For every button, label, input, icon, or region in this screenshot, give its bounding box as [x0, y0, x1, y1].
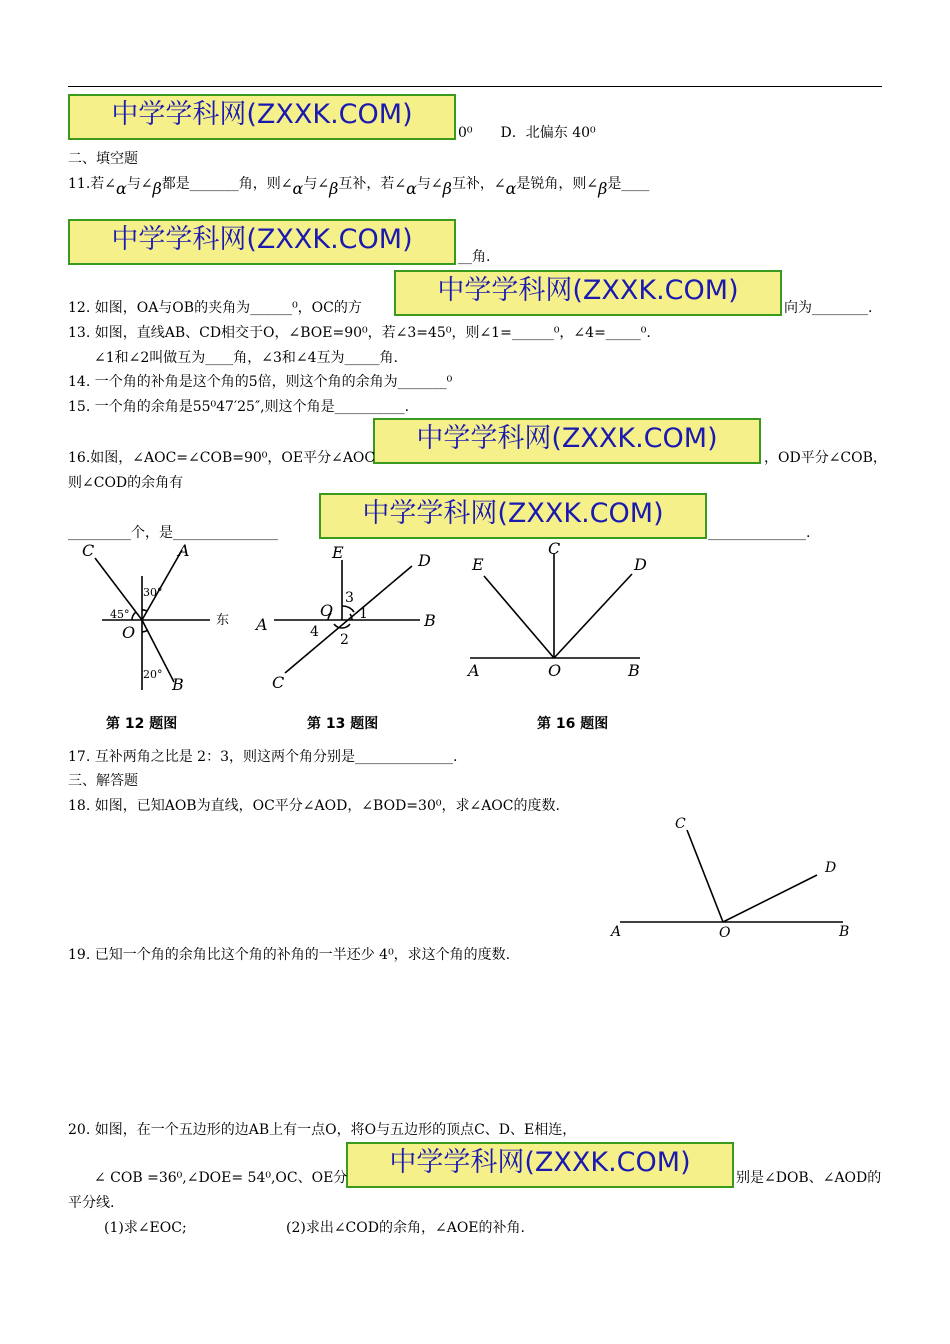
q16-right: ，OD平分∠COB， [764, 450, 887, 466]
q20-sub2: (2)求出∠COD的余角，∠AOE的补角. [286, 1220, 525, 1236]
label-O: O [719, 925, 731, 941]
q20-line1: 20. 如图，在一个五边形的边AB上有一点O，将O与五边形的顶点C、D、E相连， [68, 1122, 577, 1138]
label-O: O [548, 661, 562, 680]
q16-line3a: _________个，是_______________ [68, 525, 278, 541]
alpha-symbol: α [406, 179, 417, 198]
q20-sub1: (1)求∠EOC; [104, 1220, 187, 1236]
figure-12 [70, 540, 250, 700]
watermark-banner: 中学学科网(ZXXK.COM) [346, 1142, 734, 1188]
beta-symbol: β [152, 179, 162, 198]
label-B: B [424, 611, 436, 630]
beta-symbol: β [442, 179, 452, 198]
figure-16 [462, 538, 662, 688]
beta-symbol: β [598, 179, 608, 198]
q20-line2-left: ∠ COB =36⁰,∠DOE= 54⁰,OC、OE分 [94, 1170, 348, 1186]
label-O: O [122, 623, 136, 642]
top-rule [68, 86, 882, 87]
watermark-banner: 中学学科网(ZXXK.COM) [373, 418, 761, 464]
q11-text: 互补，∠ [451, 176, 506, 192]
figure-18 [605, 812, 860, 942]
q16-line3b: ______________. [708, 525, 811, 541]
q13-line1: 13. 如图，直线AB、CD相交于O，∠BOE=90⁰，若∠3=45⁰，则∠1=______⁰，∠4=_____⁰. [68, 325, 651, 341]
section2-title: 二、填空题 [68, 151, 138, 167]
alpha-symbol: α [505, 179, 517, 198]
watermark-banner: 中学学科网(ZXXK.COM) [319, 493, 707, 539]
q15: 15. 一个角的余角是55⁰47′25″,则这个角是__________. [68, 399, 410, 415]
watermark-banner: 中学学科网(ZXXK.COM) [68, 219, 456, 265]
section3-title: 三、解答题 [68, 773, 138, 789]
label-east: 东 [216, 613, 230, 628]
q11-line2: __角. [458, 249, 491, 265]
label-C: C [548, 539, 561, 558]
angle-30: 30° [143, 586, 163, 599]
label-E: E [472, 555, 484, 574]
angle-45: 45° [110, 608, 130, 621]
label-A: A [256, 615, 268, 634]
q20-line3: 平分线. [68, 1195, 115, 1211]
q12-left: 12. 如图，OA与OB的夹角为______⁰，OC的方 [68, 300, 362, 316]
q14: 14. 一个角的补角是这个角的5倍，则这个角的余角为_______⁰ [68, 374, 453, 390]
q18: 18. 如图，已知AOB为直线，OC平分∠AOD，∠BOD=30⁰，求∠AOC的度数. [68, 798, 560, 814]
q19: 19. 已知一个角的余角比这个角的补角的一半还少 4⁰，求这个角的度数. [68, 947, 511, 963]
q10-tail: 0⁰ D．北偏东 40⁰ [458, 125, 596, 141]
q11-text: 是锐角，则∠ [516, 176, 599, 192]
angle-3: 3 [345, 590, 354, 606]
angle-4: 4 [310, 624, 319, 640]
label-A: A [178, 541, 190, 560]
label-A: A [611, 924, 622, 940]
caption-fig13: 第 13 题图 [307, 716, 379, 732]
q11-line1 [68, 174, 650, 198]
q20-line2-right: 别是∠DOB、∠AOD的 [736, 1170, 882, 1186]
alpha-symbol: α [116, 179, 127, 198]
label-C: C [272, 673, 285, 692]
label-O: O [320, 601, 334, 620]
label-B: B [172, 675, 184, 694]
caption-fig16: 第 16 题图 [537, 716, 609, 732]
angle-1: 1 [359, 606, 368, 622]
q13-line2: ∠1和∠2叫做互为____角，∠3和∠4互为_____角. [94, 350, 399, 366]
beta-symbol: β [329, 179, 339, 198]
q11-text: 是____ [607, 176, 650, 192]
angle-20: 20° [143, 668, 163, 681]
angle-2: 2 [340, 632, 349, 648]
alpha-symbol: α [292, 179, 304, 198]
q12-right: 向为________. [784, 300, 873, 316]
watermark-banner: 中学学科网(ZXXK.COM) [68, 94, 456, 140]
q11-text: 与∠ [416, 176, 443, 192]
q16-left: 16.如图，∠AOC=∠COB=90⁰，OE平分∠AOC [68, 450, 376, 466]
q11-text: 与∠ [126, 176, 153, 192]
q11-text: 11.若∠ [68, 176, 116, 192]
label-E: E [332, 543, 344, 562]
q16-line2: 则∠COD的余角有 [68, 475, 184, 491]
watermark-banner: 中学学科网(ZXXK.COM) [394, 270, 782, 316]
label-D: D [418, 551, 431, 570]
caption-fig12: 第 12 题图 [106, 716, 178, 732]
label-C: C [675, 816, 686, 832]
label-D: D [825, 860, 837, 876]
q11-text: 互补，若∠ [338, 176, 407, 192]
q17: 17. 互补两角之比是 2：3，则这两个角分别是______________. [68, 749, 458, 765]
label-B: B [839, 924, 850, 940]
label-C: C [82, 541, 95, 560]
label-B: B [628, 661, 640, 680]
label-A: A [468, 661, 480, 680]
label-D: D [634, 555, 647, 574]
q11-text: 与∠ [303, 176, 330, 192]
figure-13 [252, 538, 447, 698]
q11-text: 都是_______角，则∠ [161, 176, 293, 192]
